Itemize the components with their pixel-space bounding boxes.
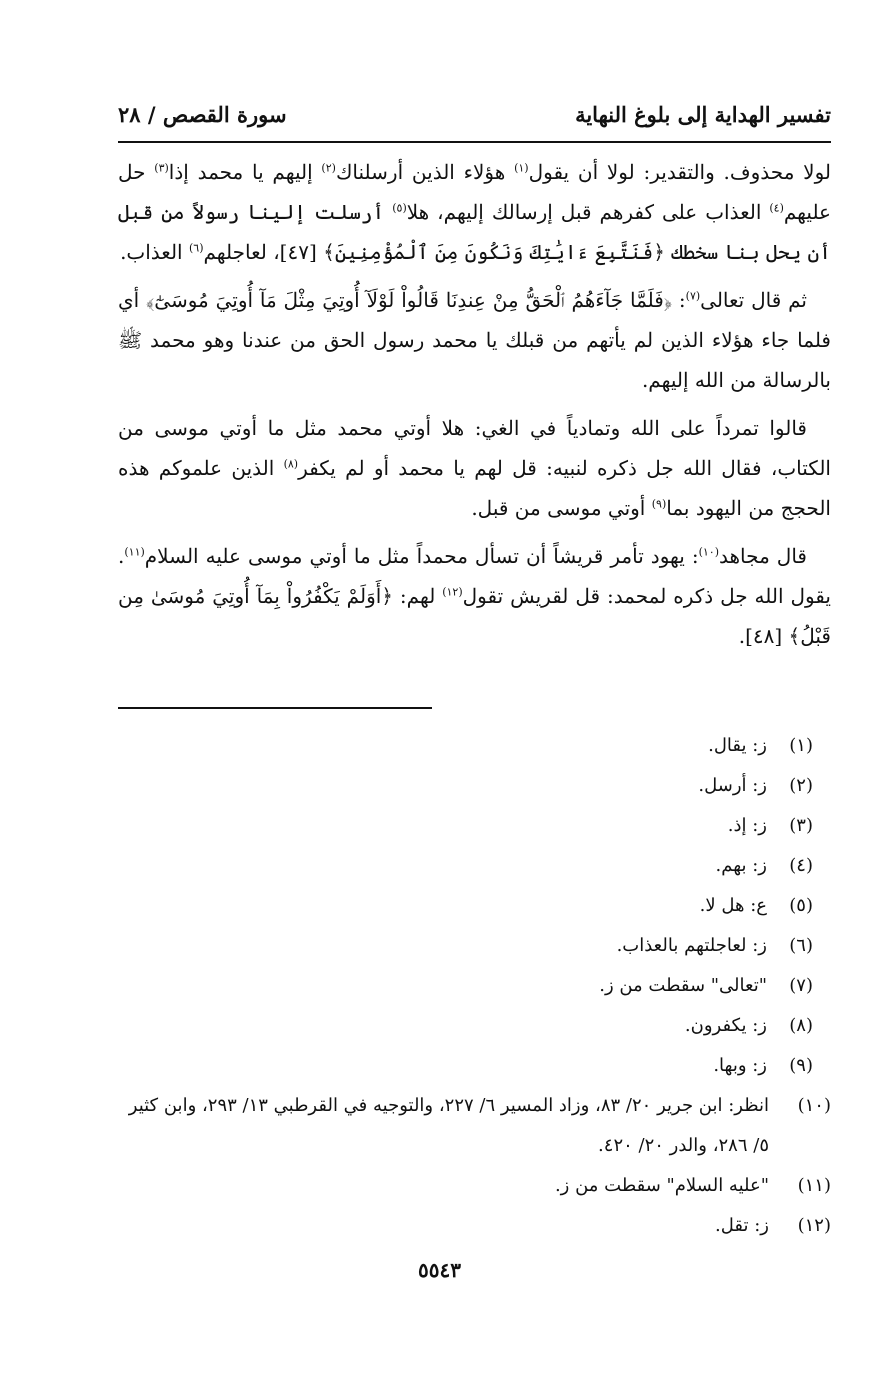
- running-header: [118, 94, 831, 134]
- footnote: [118, 926, 831, 966]
- footnote-marker: (١٠): [698, 545, 720, 559]
- footnote-marker: (١٢): [442, 585, 463, 599]
- footnote: [118, 886, 831, 926]
- footnote-marker: (٣): [154, 161, 169, 175]
- paragraph: ثم قال تعالى$^{(٧)}$: ﴿فَلَمَّا جَآءَهُمُ ٱلْحَقُّ مِنْ عِندِنَا قَالُواْ لَوْلَآ أُوتِيَ مِثْلَ مَآ أُوتِيَ مُوسَىٰٓ﴾ أي فلما جاء هؤلاء الذين لم يأتهم من قبلك يا محمد رسول الحق من عندنا وهو محمد ﷺ بالرسالة من الله إليهم.: [118, 288, 831, 392]
- main-text: [118, 152, 831, 664]
- footnote-number: (٣): [789, 815, 813, 836]
- footnote-text: ع: هل لا.: [699, 895, 767, 916]
- footnote-text: ز: يكفرون.: [684, 1015, 767, 1036]
- footnote-text: ز: وبها.: [713, 1055, 767, 1076]
- page-number: ٥٥٤٣: [418, 1258, 461, 1282]
- footnote: [118, 1166, 831, 1206]
- footnote-number: (٥): [789, 895, 813, 916]
- footnote-number: (٢): [789, 775, 813, 796]
- footnote: [118, 846, 831, 886]
- footnote-number: (٧): [789, 975, 813, 996]
- footnote: [118, 1006, 831, 1046]
- footnote-text: "تعالى" سقطت من ز.: [599, 975, 767, 996]
- footnote-marker: (١): [514, 161, 529, 175]
- header-rule: [118, 141, 831, 143]
- footnote-number: (١٠): [797, 1095, 831, 1116]
- footnote-number: (١): [789, 735, 813, 756]
- footnote-marker: (٧): [685, 289, 701, 303]
- footnote-marker: (٢): [321, 161, 336, 175]
- footnote: [118, 1086, 831, 1166]
- footnote: [118, 806, 831, 846]
- footnote-marker: (٤): [769, 201, 784, 215]
- footnote-marker: (٦): [188, 241, 204, 255]
- footnote-text: ز: لعاجلتهم بالعذاب.: [616, 935, 767, 956]
- book-title: تفسير الهداية إلى بلوغ النهاية: [575, 101, 831, 127]
- footnote-marker: (٥): [392, 201, 407, 215]
- footnote: [118, 1206, 831, 1246]
- footnote-marker: (١١): [124, 545, 145, 559]
- footnote-number: (٨): [789, 1015, 813, 1036]
- footnote-text: ز: يقال.: [708, 735, 767, 756]
- footnote-number: (٩): [789, 1055, 813, 1076]
- footnote: [118, 1046, 831, 1086]
- footnote-number: (١٢): [797, 1215, 831, 1236]
- footnote-text: ز: إذ.: [727, 815, 767, 836]
- footnote: [118, 966, 831, 1006]
- paragraph: قال مجاهد$^{(١٠)}$: يهود تأمر قريشاً أن تسأل محمداً مثل ما أوتي موسى عليه السلام$^{(١١)}$. يقول الله جل ذكره لمحمد: قل لقريش تقول$^{(١٢)}$ لهم: ﴿أَوَلَمْ يَكْفُرُواْ بِمَآ أُوتِيَ مُوسَىٰ مِن قَبْلُ﴾ [٤٨].: [118, 544, 831, 648]
- footnote-marker: (٩): [651, 497, 667, 511]
- footnote-number: (٤): [789, 855, 813, 876]
- footnote-separator: [118, 707, 432, 709]
- footnote-text: ز: أرسل.: [698, 775, 767, 796]
- footnote-text: انظر: ابن جرير ٢٠/ ٨٣، وزاد المسير ٦/ ٢٢٧، والتوجيه في القرطبي ١٣/ ٢٩٣، وابن كثير ٥/ ٢٨٦، والدر ٢٠/ ٤٢٠.: [128, 1095, 769, 1156]
- footnote-text: ز: تقل.: [715, 1215, 769, 1236]
- surah-page-label: سورة القصص / ٢٨: [118, 101, 287, 127]
- footnote-number: (١١): [797, 1175, 831, 1196]
- footnote-marker: (٨): [283, 457, 299, 471]
- footnote: [118, 726, 831, 766]
- footnote: [118, 766, 831, 806]
- footnote-number: (٦): [789, 935, 813, 956]
- footnote-text: ز: بهم.: [715, 855, 767, 876]
- paragraph: قالوا تمرداً على الله وتمادياً في الغي: هلا أوتي محمد مثل ما أوتي موسى من الكتاب، فقال الله جل ذكره لنبيه: قل لهم يا محمد أو لم يكفر$^{(٨)}$ الذين علموكم هذه الحجج من اليهود بما$^{(٩)}$ أوتي موسى من قبل.: [118, 416, 831, 520]
- footnotes: [118, 726, 831, 1246]
- footnote-text: "عليه السلام" سقطت من ز.: [554, 1175, 769, 1196]
- paragraph: لولا محذوف. والتقدير: لولا أن يقول$^{(١)}$ هؤلاء الذين أرسلناك$^{(٢)}$ إليهم يا محمد إذا$^{(٣)}$ حل عليهم$^{(٤)}$ العذاب على كفرهم قبل إرسالك إليهم، هلا$^{(٥)}$ أرسلت إلينا رسولاً من قبل أن يحل بنا سخطك ﴿فَنَتَّبِعَ ءَايَٰتِكَ وَنَكُونَ مِنَ ٱلْمُؤْمِنِينَ﴾ [٤٧]، لعاجلهم$^{(٦)}$ العذاب.: [118, 160, 831, 264]
